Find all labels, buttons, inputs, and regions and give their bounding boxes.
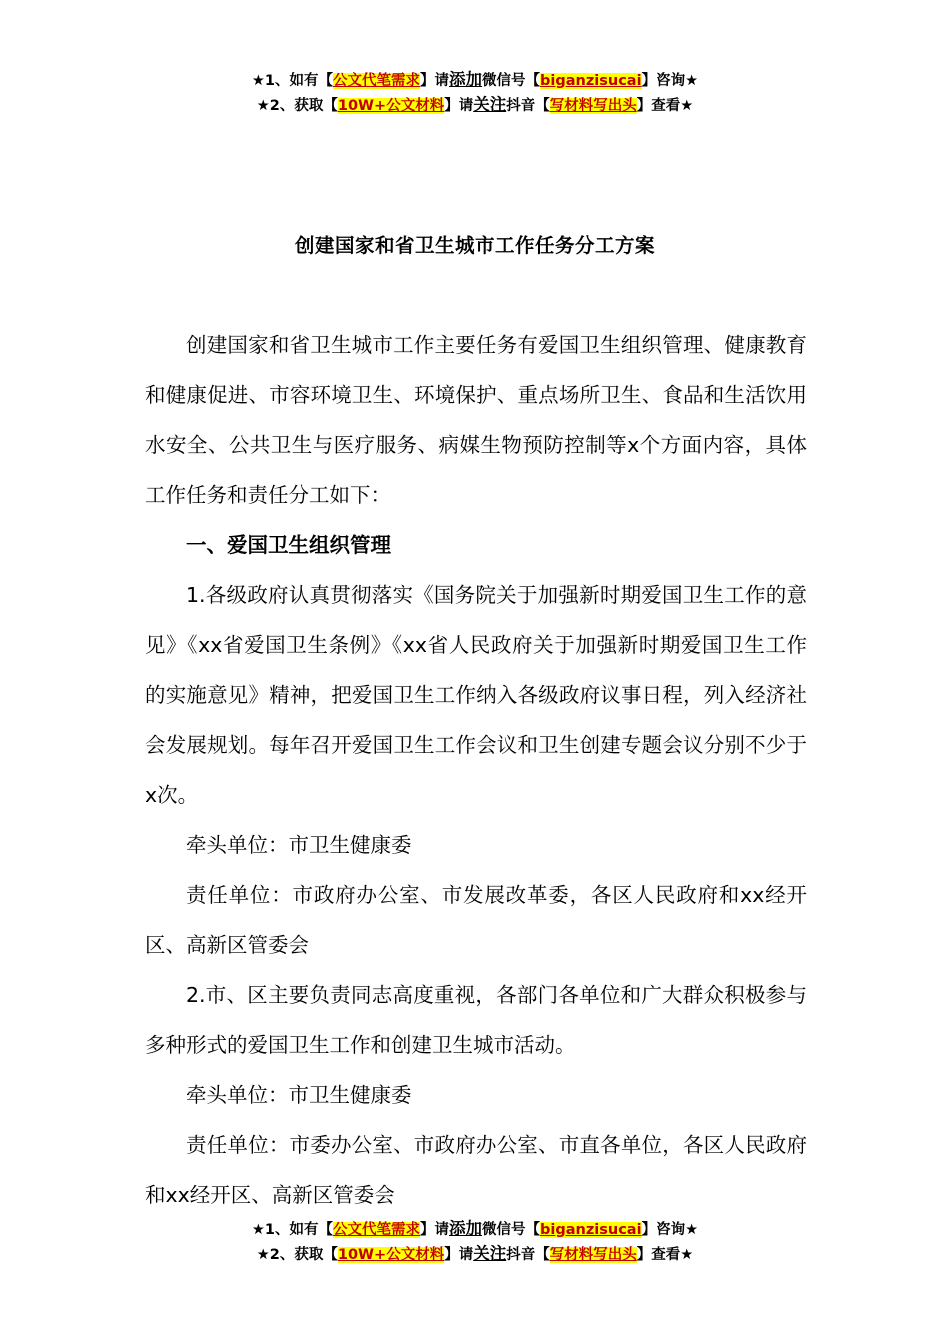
banner-highlight: 10W+公文材料: [337, 98, 445, 114]
banner-text: 】查看★: [636, 1247, 694, 1263]
task-paragraph: 2.市、区主要负责同志高度重视，各部门各单位和广大群众积极参与多种形式的爱国卫生工作和创建卫生城市活动。: [145, 983, 807, 1057]
responsible-units: 责任单位：市委办公室、市政府办公室、市直各单位，各区人民政府和xx经开区、高新区管委会: [145, 1133, 807, 1207]
banner-line-2: [0, 1242, 950, 1267]
banner-text: 】请: [444, 98, 474, 114]
responsible-units: 责任单位：市政府办公室、市发展改革委，各区人民政府和xx经开区、高新区管委会: [145, 883, 807, 957]
banner-emphasis: 关注: [473, 95, 507, 114]
banner-line-2: [0, 93, 950, 118]
banner-text: ★1、如有【: [251, 1222, 334, 1238]
bottom-banner: [0, 1217, 950, 1267]
banner-text: 微信号【: [482, 1222, 541, 1238]
lead-unit: 牵头单位：市卫生健康委: [186, 833, 412, 857]
banner-text: 抖音【: [506, 98, 550, 114]
task-paragraph: 1.各级政府认真贯彻落实《国务院关于加强新时期爱国卫生工作的意见》《xx省爱国卫生条例》《xx省人民政府关于加强新时期爱国卫生工作的实施意见》精神，把爱国卫生工作纳入各级政府议事日程，列入经济社会发展规划。每年召开爱国卫生工作会议和卫生创建专题会议分别不少于x次。: [145, 583, 807, 807]
banner-line-1: [0, 1217, 950, 1242]
document-body: [145, 320, 807, 1220]
document-title: 创建国家和省卫生城市工作任务分工方案: [294, 234, 655, 257]
banner-text: 】请: [444, 1247, 474, 1263]
banner-text: 】咨询★: [641, 73, 699, 89]
banner-emphasis: 添加: [449, 70, 483, 89]
banner-highlight: 写材料写出头: [549, 98, 637, 114]
intro-paragraph: 创建国家和省卫生城市工作主要任务有爱国卫生组织管理、健康教育和健康促进、市容环境卫生、环境保护、重点场所卫生、食品和生活饮用水安全、公共卫生与医疗服务、病媒生物预防控制等x个方面内容，具体工作任务和责任分工如下：: [145, 333, 807, 507]
banner-emphasis: 关注: [473, 1244, 507, 1263]
banner-highlight: biganzisucai: [540, 1222, 642, 1238]
banner-text: 】查看★: [636, 98, 694, 114]
banner-emphasis: 添加: [449, 1219, 483, 1238]
banner-text: ★1、如有【: [251, 73, 334, 89]
banner-text: 】请: [420, 73, 450, 89]
banner-highlight: 公文代笔需求: [333, 73, 421, 89]
banner-text: 微信号【: [482, 73, 541, 89]
section-heading: 一、爱国卫生组织管理: [186, 533, 391, 557]
banner-text: 】咨询★: [641, 1222, 699, 1238]
banner-text: ★2、获取【: [256, 98, 338, 114]
banner-line-1: [0, 68, 950, 93]
banner-text: 抖音【: [506, 1247, 550, 1263]
banner-text: ★2、获取【: [256, 1247, 338, 1263]
banner-highlight: biganzisucai: [540, 73, 642, 89]
lead-unit: 牵头单位：市卫生健康委: [186, 1083, 412, 1107]
banner-highlight: 10W+公文材料: [337, 1247, 445, 1263]
banner-highlight: 公文代笔需求: [333, 1222, 421, 1238]
banner-text: 】请: [420, 1222, 450, 1238]
top-banner: [0, 68, 950, 118]
banner-highlight: 写材料写出头: [549, 1247, 637, 1263]
